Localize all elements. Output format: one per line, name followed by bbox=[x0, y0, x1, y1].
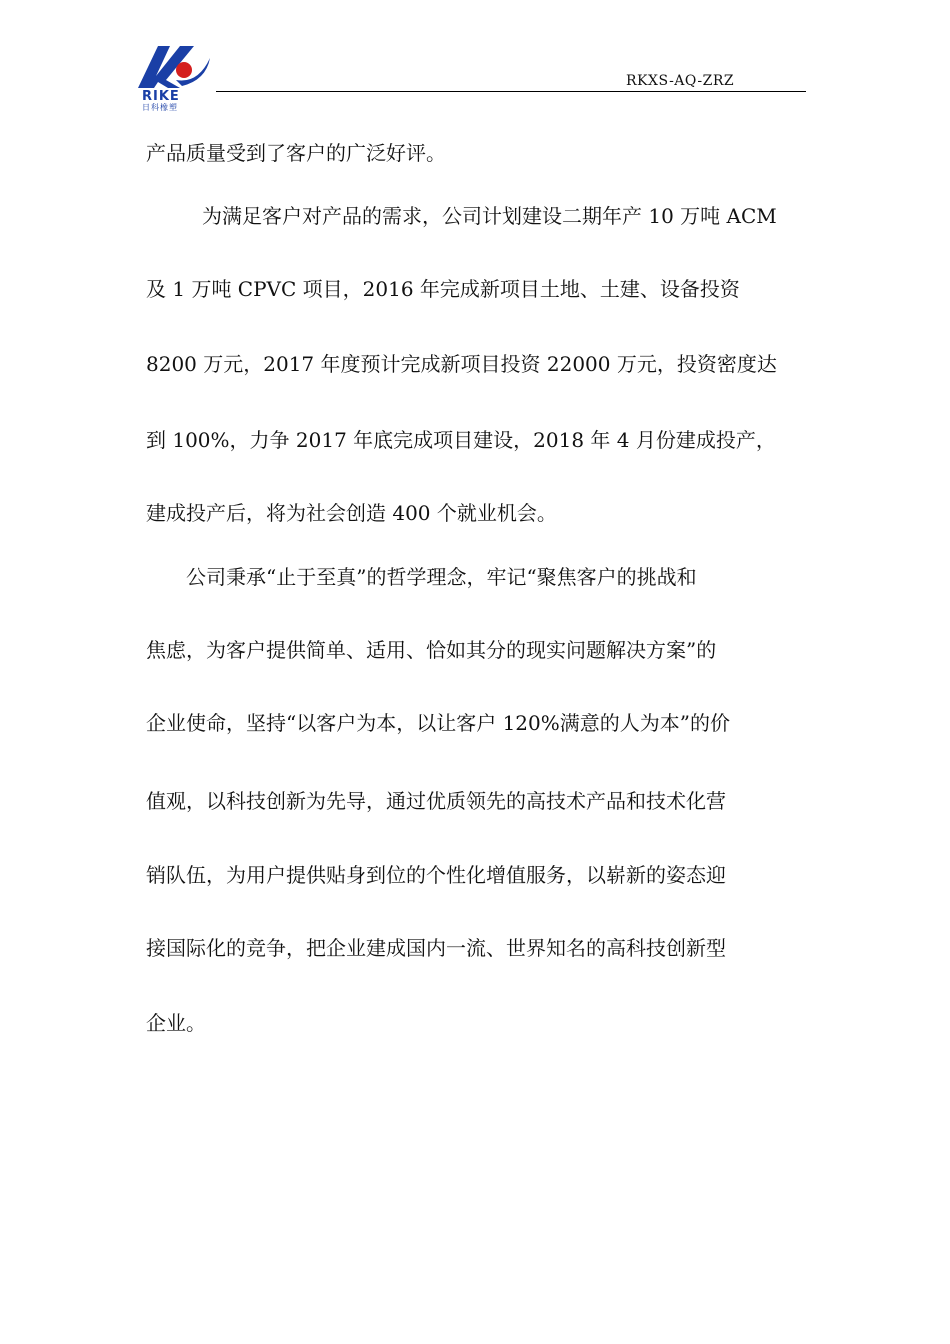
paragraph-line: 企业。 bbox=[146, 1011, 206, 1035]
paragraph-line: 到 100%，力争 2017 年底完成项目建设，2018 年 4 月份建成投产， bbox=[146, 428, 776, 452]
paragraph-line: 建成投产后，将为社会创造 400 个就业机会。 bbox=[146, 501, 557, 525]
paragraph-line: 焦虑，为客户提供简单、适用、恰如其分的现实问题解决方案”的 bbox=[146, 638, 717, 662]
paragraph-line: 产品质量受到了客户的广泛好评。 bbox=[146, 141, 446, 165]
logo-subtitle: 日科橡塑 bbox=[142, 103, 178, 112]
paragraph-line: 企业使命，坚持“以客户为本，以让客户 120%满意的人为本”的价 bbox=[146, 711, 730, 735]
rike-logo-icon bbox=[136, 40, 216, 112]
company-logo bbox=[136, 40, 216, 112]
paragraph-line: 公司秉承“止于至真”的哲学理念，牢记“聚焦客户的挑战和 bbox=[186, 565, 697, 589]
header-rule bbox=[216, 91, 806, 92]
paragraph-line: 值观，以科技创新为先导，通过优质领先的高技术产品和技术化营 bbox=[146, 789, 726, 813]
document-code: RKXS-AQ-ZRZ bbox=[626, 73, 735, 89]
paragraph-line: 及 1 万吨 CPVC 项目，2016 年完成新项目土地、土建、设备投资 bbox=[146, 277, 740, 301]
logo-wordmark: RIKE bbox=[142, 89, 180, 104]
paragraph-line: 为满足客户对产品的需求，公司计划建设二期年产 10 万吨 ACM bbox=[202, 204, 777, 228]
paragraph-line: 销队伍，为用户提供贴身到位的个性化增值服务，以崭新的姿态迎 bbox=[146, 863, 726, 887]
paragraph-line: 接国际化的竞争，把企业建成国内一流、世界知名的高科技创新型 bbox=[146, 936, 726, 960]
paragraph-line: 8200 万元，2017 年度预计完成新项目投资 22000 万元，投资密度达 bbox=[146, 352, 777, 376]
